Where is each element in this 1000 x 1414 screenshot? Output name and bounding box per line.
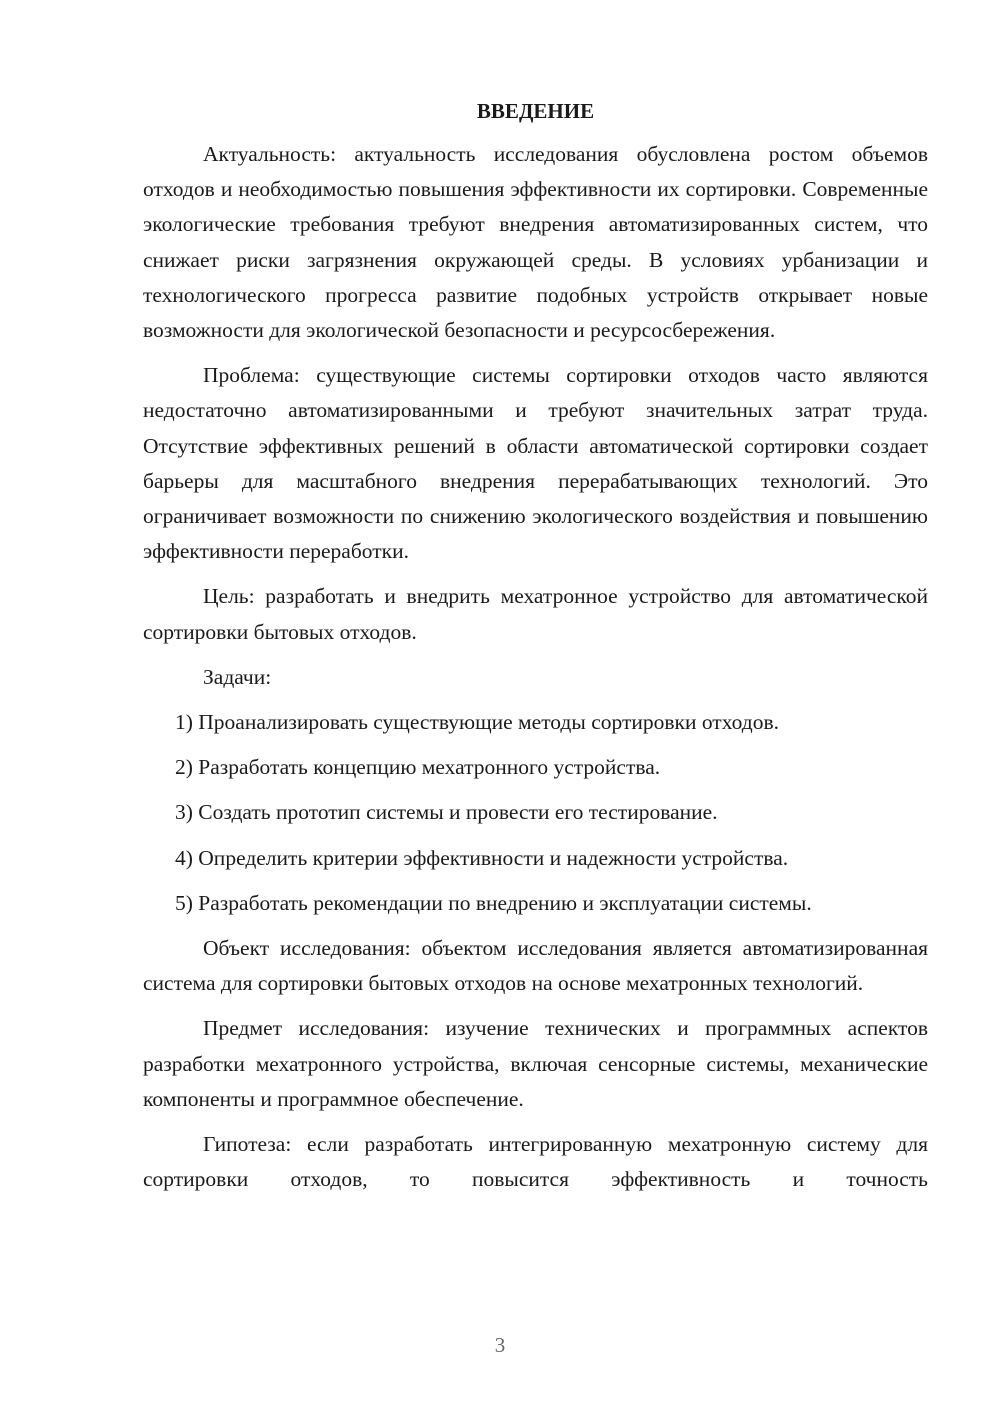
task-item: 5) Разработать рекомендации по внедрению и эксплуатации системы. [175,890,812,915]
tasks-list [143,705,928,921]
page-content [143,95,928,1197]
page-title: ВВЕДЕНИЕ [476,99,595,123]
page-number: 3 [494,1333,506,1357]
paragraph-subject: Предмет исследования: изучение технических и программных аспектов разработки мехатронного устройства, включая сенсорные системы, механические компоненты и программное обеспечение. [143,1016,928,1111]
task-item: 3) Создать прототип системы и провести его тестирование. [175,800,718,825]
paragraph-relevance: Актуальность: актуальность исследования обусловлена ростом объемов отходов и необходимостью повышения эффективности их сортировки. Современные экологические требования требуют внедрения автоматизированных систем, что снижает риски загрязнения окружающей среды. В условиях урбанизации и технологического прогресса развитие подобных устройств открывает новые возможности для экологической безопасности и ресурсосбережения. [143,142,928,343]
paragraph-problem: Проблема: существующие системы сортировки отходов часто являются недостаточно автоматизированными и требуют значительных затрат труда. Отсутствие эффективных решений в области автоматической сортировки создает барьеры для масштабного внедрения перерабатывающих технологий. Это ограничивает возможности по снижению экологического воздействия и повышению эффективности переработки. [143,363,928,564]
tasks-heading: Задачи: [203,664,272,689]
task-item: 1) Проанализировать существующие методы сортировки отходов. [175,710,779,735]
paragraph-hypothesis: Гипотеза: если разработать интегрированную мехатронную систему для сортировки отходов, то повысится эффективность и точность [143,1132,928,1192]
task-item: 4) Определить критерии эффективности и надежности устройства. [175,845,789,870]
paragraph-goal: Цель: разработать и внедрить мехатронное устройство для автоматической сортировки бытовых отходов. [143,584,928,644]
paragraph-object: Объект исследования: объектом исследования является автоматизированная система для сортировки бытовых отходов на основе мехатронных технологий. [143,936,928,996]
task-item: 2) Разработать концепцию мехатронного устройства. [175,755,661,780]
